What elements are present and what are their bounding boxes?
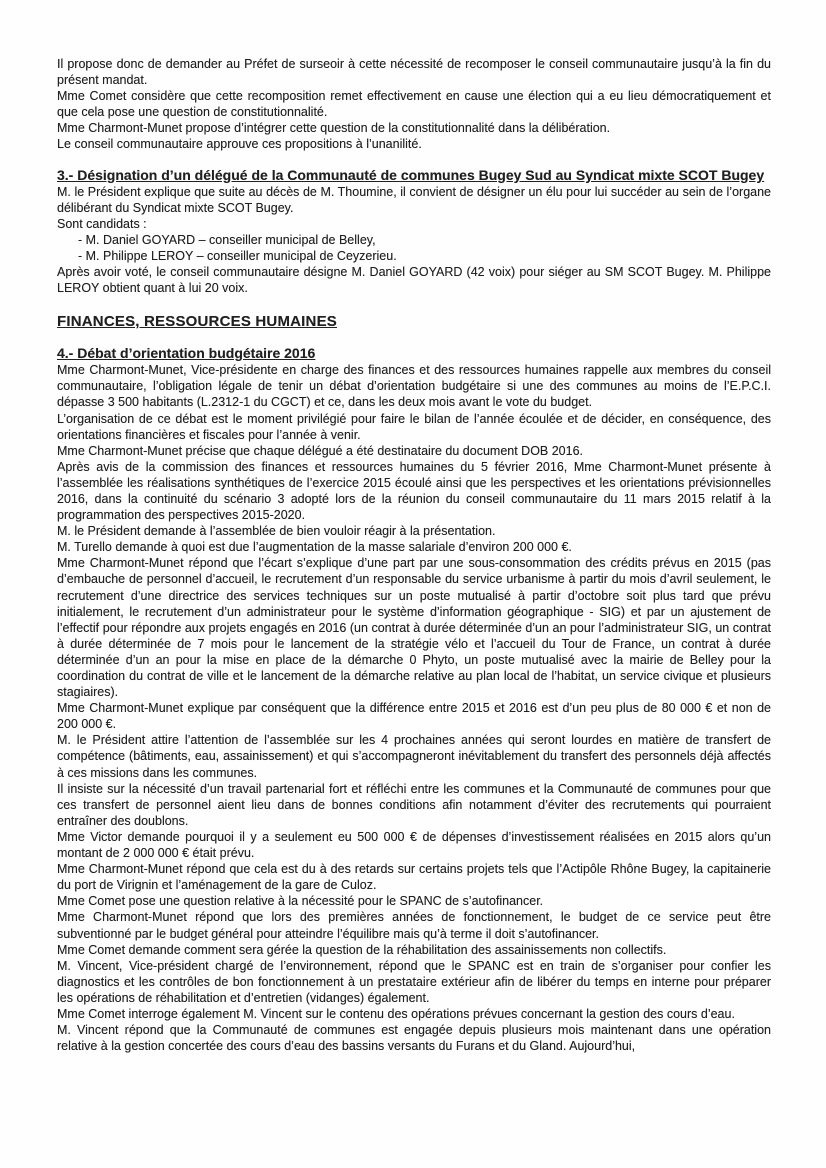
paragraph: Mme Comet considère que cette recomposition remet effectivement en cause une élection qui a eu lieu démocratiquement et que cela pose une question de constitutionnalité. — [57, 89, 771, 120]
paragraph: Mme Comet demande comment sera gérée la question de la réhabilitation des assainissements non collectifs. — [57, 942, 667, 957]
category-heading: FINANCES, RESSOURCES HUMAINES — [57, 313, 337, 331]
paragraph: Après avoir voté, le conseil communautaire désigne M. Daniel GOYARD (42 voix) pour siéger au SM SCOT Bugey. M. Philippe LEROY obtient quant à lui 20 voix. — [57, 265, 771, 296]
paragraph: Après avis de la commission des finances et ressources humaines du 5 février 2016, Mme Charmont-Munet présente à l’assemblée les réalisations synthétiques de l’exercice 2015 écoulé ainsi que les perspectives et les orientations prévisionnelles 2016, dans la continuité du scénario 3 adopté lors de la réunion du conseil communautaire du 11 mars 2015 relatif à la programmation des perspectives 2015-2020. — [57, 459, 771, 523]
candidate-list-item: - M. Daniel GOYARD – conseiller municipal de Belley, — [78, 232, 376, 247]
paragraph: Le conseil communautaire approuve ces propositions à l’unanilité. — [57, 137, 422, 152]
paragraph: M. Vincent, Vice-président chargé de l’environnement, répond que le SPANC est en train de s’organiser pour confier les diagnostics et les contrôles de bon fonctionnement à un prestataire extérieur afin de libérer du temps en interne pour préparer les opérations de réhabilitation et d’entretien (vidanges) également. — [57, 958, 771, 1005]
paragraph: L’organisation de ce débat est le moment privilégié pour faire le bilan de l’année écoulée et de décider, en conséquence, des orientations financières et fiscales pour l’année à venir. — [57, 411, 771, 442]
paragraph: Il insiste sur la nécessité d’un travail partenarial fort et réfléchi entre les communes et la Communauté de communes pour que ces transfert de personnel aient lieu dans de bonnes conditions afin notamment d’éviter des recrutements qui pourraient entraîner des doublons. — [57, 781, 771, 828]
document-body — [57, 56, 771, 1054]
paragraph: Mme Comet pose une question relative à la nécessité pour le SPANC de s’autofinancer. — [57, 894, 544, 909]
paragraph: Il propose donc de demander au Préfet de surseoir à cette nécessité de recomposer le conseil communautaire jusqu’à la fin du présent mandat. — [57, 57, 771, 88]
paragraph: Mme Charmont-Munet explique par conséquent que la différence entre 2015 et 2016 est d’un peu plus de 80 000 € et non de 200 000 €. — [57, 701, 771, 732]
paragraph: M. le Président explique que suite au décès de M. Thoumine, il convient de désigner un élu pour lui succéder au sein de l’organe délibérant du Syndicat mixte SCOT Bugey. — [57, 184, 771, 215]
paragraph: M. le Président attire l’attention de l’assemblée sur les 4 prochaines années qui seront lourdes en matière de transfert de compétence (bâtiments, eau, assainissement) et qui s’accompagneront inévitablement du transfert des personnels déjà affectés à ces missions dans les communes. — [57, 733, 771, 780]
paragraph: M. Turello demande à quoi est due l’augmentation de la masse salariale d’environ 200 000 €. — [57, 540, 572, 555]
paragraph: Sont candidats : — [57, 216, 147, 231]
paragraph: Mme Charmont-Munet répond que lors des premières années de fonctionnement, le budget de ce service peut être subventionné par le budget général pour atteindre l’équilibre mais qu’à terme il doit s’autofinancer. — [57, 910, 771, 941]
paragraph: Mme Charmont-Munet répond que l’écart s’explique d’une part par une sous-consommation des crédits prévus en 2015 (pas d’embauche de personnel d’accueil, le recrutement d’un responsable du service urbanisme à partir du mois d’avril seulement, le recrutement d’une directrice des services techniques sur un poste mutualisé à partir d’octobre soit plus tard que prévu initialement, le recrutement d’un administrateur pour le système d’information géographique - SIG) et par un ajustement de l’effectif pour répondre aux projets engagés en 2016 (un contrat à durée déterminée d’un an pour l’administrateur SIG, un contrat à durée déterminée de 7 mois pour le lancement de la stratégie vélo et l’accueil du Tour de France, un contrat à durée déterminée d’un an pour la mise en place de la démarche 0 Phyto, un poste mutualisé avec la mairie de Belley pour la coordination du contrat de ville et le lancement de la démarche relative au plan local de l’habitat, un service civique et plusieurs stagiaires). — [57, 556, 771, 700]
paragraph: Mme Charmont-Munet, Vice-présidente en charge des finances et des ressources humaines rappelle aux membres du conseil communautaire, l’obligation légale de tenir un débat d’orientation budgétaire si une des communes au moins de l’E.P.C.I. dépasse 3 500 habitants (L.2312-1 du CGCT) et ce, dans les deux mois avant le vote du budget. — [57, 363, 771, 410]
paragraph: Mme Charmont-Munet propose d’intégrer cette question de la constitutionnalité dans la délibération. — [57, 121, 611, 136]
candidate-list-item: - M. Philippe LEROY – conseiller municipal de Ceyzerieu. — [78, 248, 397, 263]
paragraph: M. Vincent répond que la Communauté de communes est engagée depuis plusieurs mois maintenant dans une opération relative à la gestion concertée des cours d’eau des bassins versants du Furans et du Gland. Aujourd’hui, — [57, 1023, 771, 1054]
paragraph: Mme Comet interroge également M. Vincent sur le contenu des opérations prévues concernant la gestion des cours d’eau. — [57, 1006, 735, 1021]
paragraph: Mme Victor demande pourquoi il y a seulement eu 500 000 € de dépenses d’investissement réalisées en 2015 alors qu’un montant de 2 000 000 € était prévu. — [57, 829, 771, 861]
paragraph: Mme Charmont-Munet répond que cela est du à des retards sur certains projets tels que l’Actipôle Rhône Bugey, la capitainerie du port de Virignin et l’aménagement de la gare de Culoz. — [57, 862, 771, 893]
agenda-item-heading: 3.- Désignation d’un délégué de la Communauté de communes Bugey Sud au Syndicat mixte SCOT Bugey — [57, 166, 765, 183]
paragraph: M. le Président demande à l’assemblée de bien vouloir réagir à la présentation. — [57, 524, 496, 539]
paragraph: Mme Charmont-Munet précise que chaque délégué a été destinataire du document DOB 2016. — [57, 443, 584, 458]
agenda-item-heading: 4.- Débat d’orientation budgétaire 2016 — [57, 345, 316, 362]
